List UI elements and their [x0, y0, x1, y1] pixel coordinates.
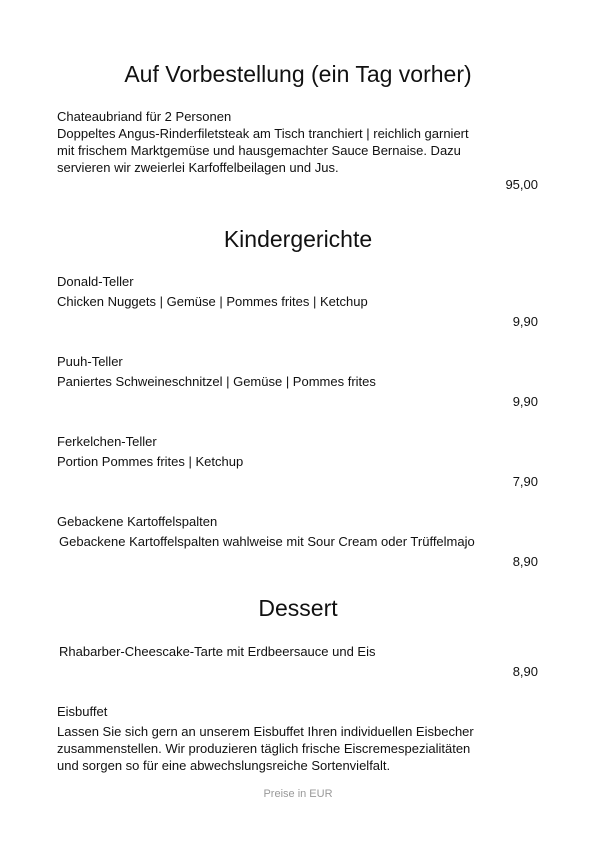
item-price: 95,00	[505, 177, 538, 192]
section-title-dessert: Dessert	[258, 595, 338, 621]
item-name: Ferkelchen-Teller	[57, 434, 157, 449]
item-description-line: zusammenstellen. Wir produzieren täglich frische Eiscremespezialitäten	[57, 741, 471, 756]
item-description-line: Paniertes Schweineschnitzel | Gemüse | Pommes frites	[57, 374, 376, 389]
footer-currency-note: Preise in EUR	[263, 788, 333, 800]
item-description-line: und sorgen so für eine abwechslungsreiche Sortenvielfalt.	[57, 758, 391, 773]
section-title-vorbestellung: Auf Vorbestellung (ein Tag vorher)	[124, 61, 472, 87]
item-price: 7,90	[512, 474, 538, 489]
item-description-line: mit frischem Marktgemüse und hausgemachter Sauce Bernaise. Dazu	[57, 143, 461, 158]
item-name: Gebackene Kartoffelspalten	[57, 514, 218, 529]
item-name: Rhabarber-Cheescake-Tarte mit Erdbeersauce und Eis	[59, 644, 376, 659]
item-price: 8,90	[512, 664, 538, 679]
item-price: 9,90	[512, 394, 538, 409]
item-price: 9,90	[512, 314, 538, 329]
section-title-kindergerichte: Kindergerichte	[223, 226, 373, 252]
item-name: Chateaubriand für 2 Personen	[57, 109, 232, 124]
item-name: Eisbuffet	[57, 704, 108, 719]
item-name: Donald-Teller	[57, 274, 134, 289]
item-name: Puuh-Teller	[57, 354, 123, 369]
item-description-line: Lassen Sie sich gern an unserem Eisbuffet Ihren individuellen Eisbecher	[57, 724, 474, 739]
item-description-line: Portion Pommes frites | Ketchup	[57, 454, 244, 469]
item-price: 8,90	[512, 554, 538, 569]
item-description-line: Gebackene Kartoffelspalten wahlweise mit Sour Cream oder Trüffelmajo	[59, 534, 475, 549]
item-description-line: servieren wir zweierlei Karfoffelbeilagen und Jus.	[57, 160, 339, 175]
item-description-line: Chicken Nuggets | Gemüse | Pommes frites | Ketchup	[57, 294, 368, 309]
item-description-line: Doppeltes Angus-Rinderfiletsteak am Tisch tranchiert | reichlich garniert	[57, 126, 469, 141]
